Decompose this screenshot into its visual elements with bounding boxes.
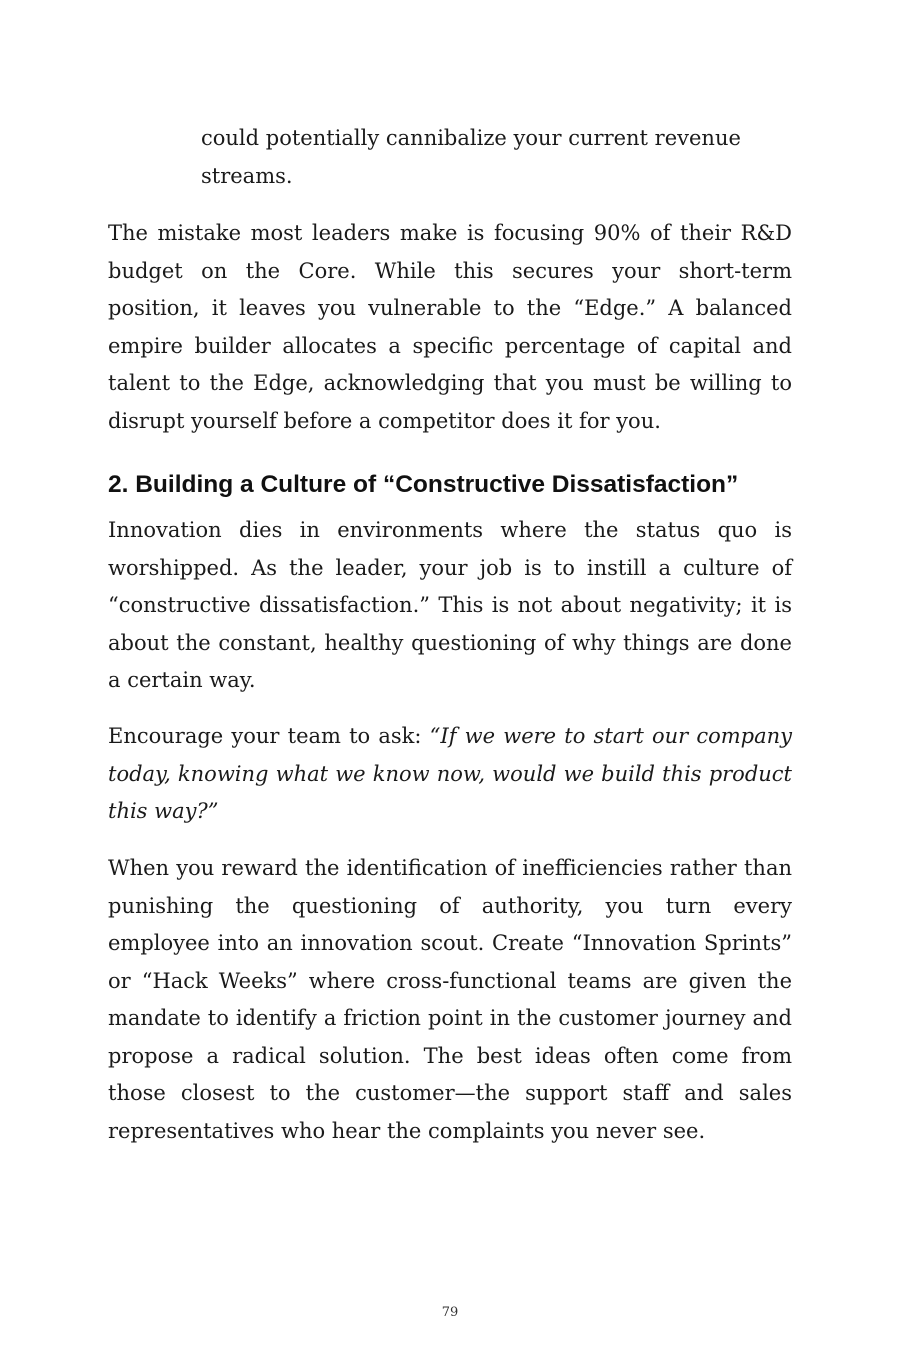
paragraph-encourage-question	[108, 718, 792, 831]
paragraph-innovation-dies: Innovation dies in environments where the status quo is worshipped. As the leader, your job is to instill a culture of “constructive dissatisfaction.” This is not about negativity; it is about the constant, healthy questioning of why things are done a certain way.	[108, 518, 792, 692]
section-heading: 2. Building a Culture of “Constructive Dissatisfaction”	[108, 471, 739, 498]
page-number: 79	[441, 1305, 459, 1320]
paragraph-innovation-scout: When you reward the identification of inefficiencies rather than punishing the questioning of authority, you turn every employee into an innovation scout. Create “Innovation Sprints” or “Hack Weeks” where cross-functional teams are given the mandate to identify a friction point in the customer journey and propose a radical solution. The best ideas often come from those closest to the customer—the support staff and sales representatives who hear the complaints you never see.	[108, 856, 792, 1143]
italic-quote: “If we were to start our company today, knowing what we know now, would we build this product this way?”	[108, 724, 792, 823]
paragraph-lead-text: Encourage your team to ask:	[108, 724, 430, 748]
paragraph-core-vs-edge: The mistake most leaders make is focusing 90% of their R&D budget on the Core. While this secures your short-term position, it leaves you vulnerable to the “Edge.” A balanced empire builder allocates a specific percentage of capital and talent to the Edge, acknowledging that you must be willing to disrupt yourself before a competitor does it for you.	[108, 221, 792, 433]
continuation-text: could potentially cannibalize your current revenue streams.	[201, 126, 741, 188]
